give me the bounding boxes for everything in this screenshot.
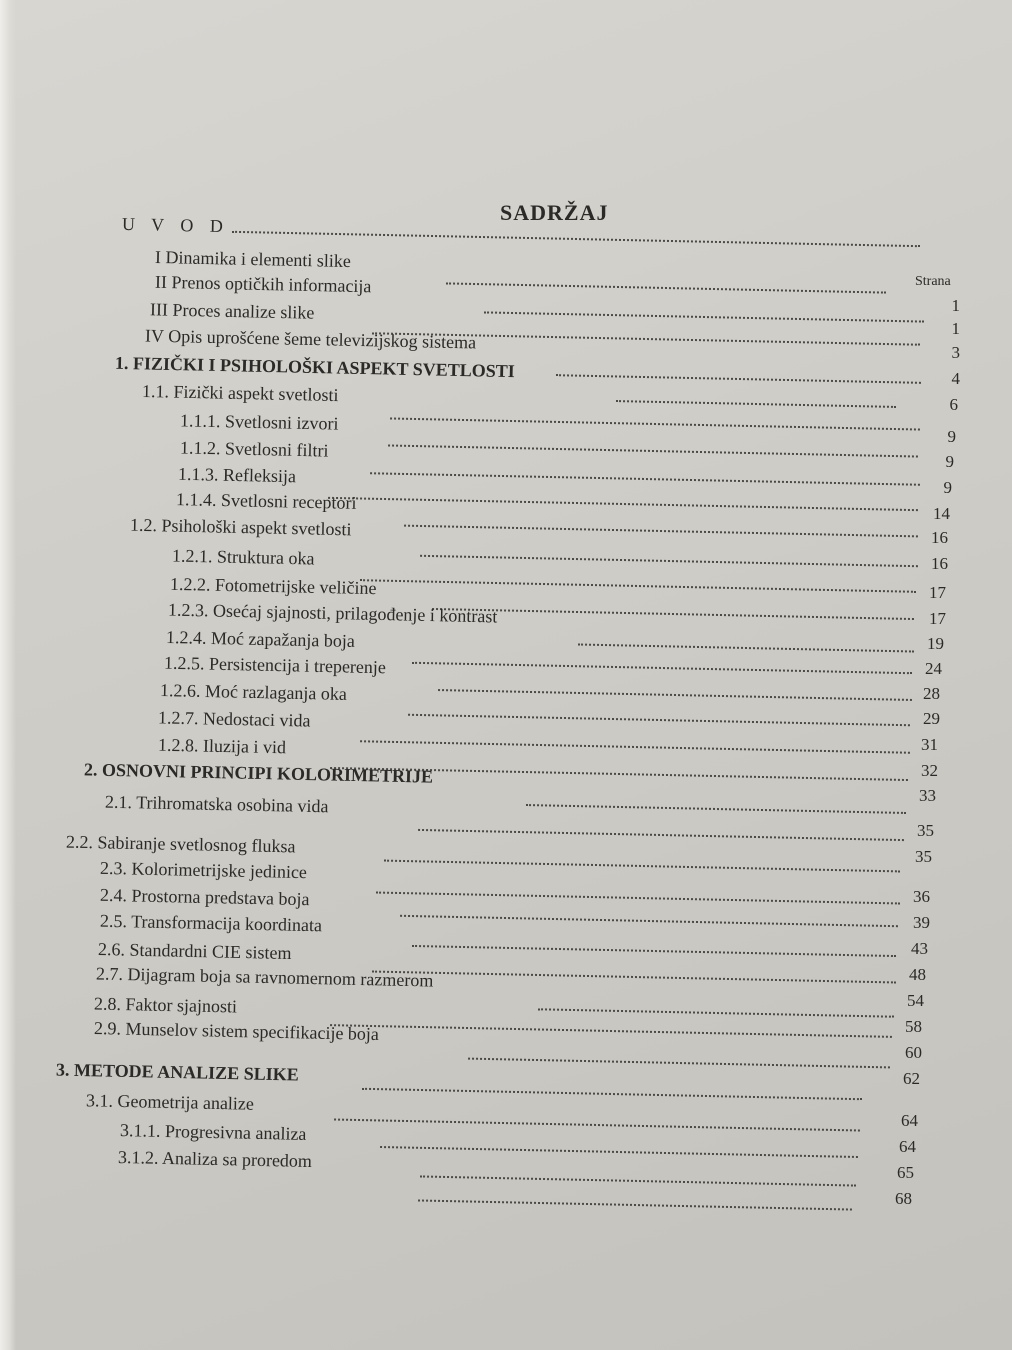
toc-entry: 1.2. Psihološki aspekt svetlosti <box>129 514 352 540</box>
toc-page-number: 6 <box>949 395 958 414</box>
toc-leader <box>388 444 918 457</box>
toc-page-number: 29 <box>923 709 940 728</box>
toc-page-number: 60 <box>905 1043 922 1062</box>
toc-entry: 1.1. Fizički aspekt svetlosti <box>141 380 339 406</box>
toc-entry: 1.2.4. Moć zapažanja boja <box>165 627 356 651</box>
toc-leader <box>232 231 920 247</box>
toc-page-number: 48 <box>909 965 926 984</box>
toc-leader <box>330 1024 892 1038</box>
toc-entry: 1.2.7. Nedostaci vida <box>157 707 311 731</box>
toc-leader <box>334 1118 860 1131</box>
toc-page-number: 19 <box>927 634 944 653</box>
toc-entry: 1.1.3. Refleksija <box>177 463 297 487</box>
toc-entry: 2. OSNOVNI PRINCIPI KOLORIMETRIJE <box>83 759 434 787</box>
toc-entry: 1.2.8. Iluzija i vid <box>157 734 287 758</box>
toc-entry: 1.2.5. Persistencija i treperenje <box>163 652 387 678</box>
toc-leader <box>438 689 912 701</box>
toc-leader <box>556 374 921 384</box>
toc-leader <box>360 579 916 593</box>
toc-entry: IV Opis uprošćene šeme televizijskog sistema <box>144 325 477 353</box>
toc-leader <box>412 945 896 957</box>
toc-leader <box>484 311 924 322</box>
toc-leader <box>372 971 896 984</box>
toc-page-number: 54 <box>907 991 924 1010</box>
toc-page-number: 16 <box>931 528 948 547</box>
toc-entry: 2.4. Prostorna predstava boja <box>99 884 310 910</box>
toc-page-number: 17 <box>929 609 946 628</box>
toc-entry: 1.1.2. Svetlosni filtri <box>179 437 329 461</box>
toc-entry: 1.2.6. Moć razlaganja oka <box>159 680 348 704</box>
toc-leader <box>538 1008 894 1017</box>
toc-page-number: 4 <box>951 369 960 388</box>
page-column-label: Strana <box>915 274 951 289</box>
toc-entry: 2.1. Trihromatska osobina vida <box>104 791 329 817</box>
toc-entry: I Dinamika i elementi slike <box>154 246 352 272</box>
toc-entry: 3.1. Geometrija analize <box>85 1090 255 1114</box>
toc-entry: 2.8. Faktor sjajnosti <box>93 993 238 1017</box>
toc-page-number: 9 <box>943 478 952 497</box>
toc-leader <box>412 662 912 674</box>
toc-entry: 2.6. Standardni CIE sistem <box>97 938 292 964</box>
toc-leader <box>404 525 918 538</box>
toc-entry: 1.2.3. Osećaj sjajnosti, prilagođenje i kontrast <box>167 599 498 627</box>
toc-page-number: 62 <box>903 1069 920 1088</box>
toc-leader <box>408 714 910 727</box>
toc-page-number: 1 <box>951 296 960 315</box>
toc-leader <box>376 892 900 905</box>
toc-page-number: 58 <box>905 1017 922 1036</box>
toc-leader <box>432 608 914 620</box>
toc-page-number: 24 <box>925 659 942 678</box>
page-title: SADRŽAJ <box>500 200 609 225</box>
toc-leader <box>418 1199 852 1210</box>
toc-leader <box>390 417 920 430</box>
toc-page-number: 68 <box>895 1189 912 1208</box>
toc-page-number: 33 <box>919 786 936 805</box>
toc-entry: U V O D <box>121 213 230 237</box>
toc-page-number: 9 <box>947 427 956 446</box>
toc-leader <box>370 472 920 486</box>
toc-entry: 3.1.1. Progresivna analiza <box>119 1120 307 1144</box>
toc-page-number: 17 <box>929 583 946 602</box>
toc-page-number: 35 <box>917 821 934 840</box>
toc-leader <box>526 804 906 814</box>
toc-leader <box>384 860 900 873</box>
toc-leader <box>578 643 914 652</box>
toc-page-number: 14 <box>933 504 950 523</box>
toc-page-number: 31 <box>921 735 938 754</box>
toc-entry: 2.9. Munselov sistem specifikacije boja <box>93 1018 380 1044</box>
toc-leader <box>362 1088 862 1100</box>
toc-entry: 2.3. Kolorimetrijske jedinice <box>99 857 308 883</box>
toc-leader <box>420 1175 856 1186</box>
toc-entry: 3.1.2. Analiza sa proredom <box>117 1146 313 1172</box>
toc-leader <box>468 1058 890 1069</box>
toc-page-number: 16 <box>931 554 948 573</box>
toc-page-number: 35 <box>915 847 932 866</box>
toc-entry: 3. METODE ANALIZE SLIKE <box>55 1059 299 1085</box>
toc-entry: 1.2.1. Struktura oka <box>171 545 315 569</box>
toc-page-number: 3 <box>951 343 960 362</box>
toc-entry: 1.1.1. Svetlosni izvori <box>179 410 339 434</box>
toc-entry: 1.2.2. Fotometrijske veličine <box>169 573 377 599</box>
toc-entry: 1. FIZIČKI I PSIHOLOŠKI ASPEKT SVETLOSTI <box>114 352 515 382</box>
toc-page-number: 39 <box>913 913 930 932</box>
toc-leader <box>360 740 910 754</box>
toc-leader <box>400 915 898 927</box>
toc-page-number: 65 <box>897 1163 914 1182</box>
toc-entry: 2.2. Sabiranje svetlosnog fluksa <box>65 831 296 857</box>
toc-page-number: 32 <box>921 761 938 780</box>
toc-page-number: 64 <box>899 1137 916 1156</box>
toc-leader <box>616 400 896 408</box>
toc-page-number: 28 <box>923 684 940 703</box>
toc-entry: III Proces analize slike <box>149 299 315 323</box>
toc-page-number: 36 <box>913 887 930 906</box>
toc-page-number: 1 <box>951 319 960 338</box>
toc-page-number: 9 <box>945 452 954 471</box>
toc-page-number: 43 <box>911 939 928 958</box>
toc-leader <box>420 555 918 567</box>
toc-entry: 2.7. Dijagram boja sa ravnomernom razmerom <box>95 963 434 991</box>
toc-leader <box>446 282 886 293</box>
toc-entry: 1.1.4. Svetlosni receptori <box>175 489 357 513</box>
toc-page-number: 64 <box>901 1111 918 1130</box>
toc-entry: 2.5. Transformacija koordinata <box>99 910 323 936</box>
toc-leader <box>380 1146 858 1158</box>
toc-leader <box>328 497 918 511</box>
toc-leader <box>418 829 904 841</box>
toc-entry: II Prenos optičkih informacija <box>154 271 372 297</box>
